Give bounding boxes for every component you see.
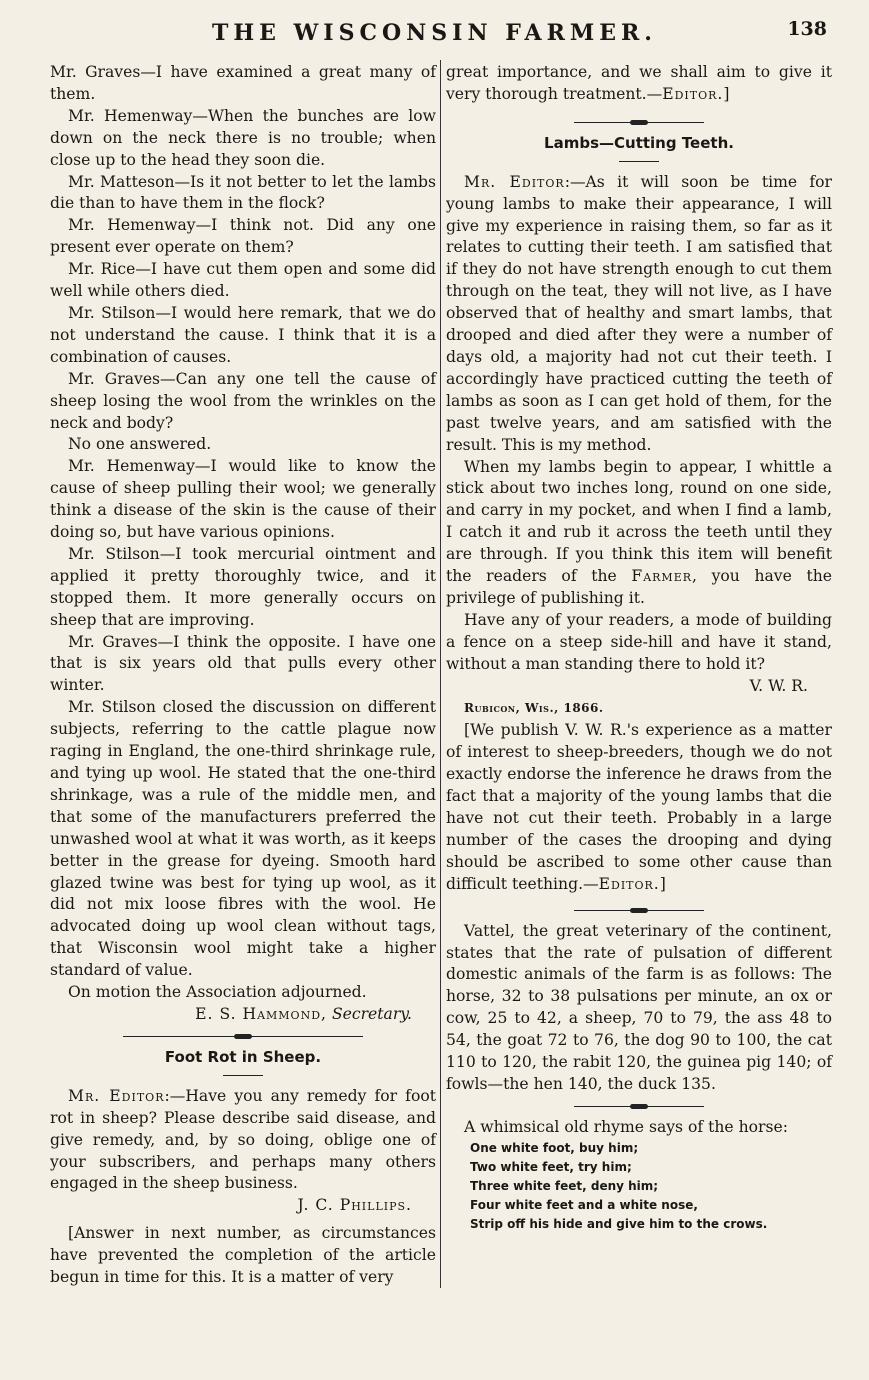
foot-rot-signature bbox=[50, 1195, 436, 1217]
editor-answer: [Answer in next number, as circumstances have prevented the completion of the article begun in time for this. It is a matter of very bbox=[50, 1224, 436, 1287]
section-divider bbox=[574, 1106, 704, 1107]
continuation-paragraph bbox=[446, 62, 832, 106]
rhyme-line: Strip off his hide and give him to the crows. bbox=[470, 1216, 768, 1231]
lambs-signature: V. W. R. bbox=[749, 676, 808, 695]
article-title-lambs: Lambs—Cutting Teeth. bbox=[544, 133, 734, 152]
section-divider bbox=[574, 910, 704, 911]
continuation-text: great importance, and we shall aim to give it very thorough treatment.— bbox=[446, 63, 832, 103]
title-underline bbox=[223, 1075, 263, 1076]
lambs-paragraph bbox=[446, 172, 832, 457]
editor-note bbox=[446, 720, 832, 895]
paragraph: Mr. Matteson—Is it not better to let the lambs die than to have them in the flock? bbox=[50, 172, 436, 213]
section-divider bbox=[574, 122, 704, 123]
editor-credit: Editor.] bbox=[598, 874, 667, 893]
title-underline bbox=[619, 161, 659, 162]
lambs-paragraph: Have any of your readers, a mode of building a fence on a steep side-hill and have it stand, without a man standing there to hold it? bbox=[446, 610, 832, 673]
left-column bbox=[50, 62, 436, 1289]
salutation: Mr. Editor bbox=[68, 1086, 165, 1105]
rhyme-line: One white foot, buy him; bbox=[470, 1140, 639, 1155]
column-divider bbox=[440, 60, 441, 1288]
lambs-text: , you have the privilege of publishing it. bbox=[446, 567, 833, 607]
page-header bbox=[0, 14, 869, 44]
paragraph: Mr. Stilson—I took mercurial ointment and applied it pretty thoroughly twice, and it stopped them. It more generally occurs on sheep that are improving. bbox=[50, 544, 436, 629]
masthead-title: THE WISCONSIN FARMER. bbox=[212, 20, 657, 46]
page-number: 138 bbox=[787, 18, 827, 40]
place-date: Rubicon, Wis., 1866. bbox=[464, 701, 604, 716]
foot-rot-body: :—Have you any remedy for foot rot in sheep? Please describe said disease, and give remedy, and, by so doing, oblige one of your subscribers, and perhaps many others engaged in the sheep business. bbox=[50, 1086, 436, 1193]
rhyme-line: Two white feet, try him; bbox=[470, 1159, 632, 1174]
rhyme-line: Four white feet and a white nose, bbox=[470, 1197, 698, 1212]
signature-name: E. S. Hammond, bbox=[195, 1004, 327, 1023]
foot-rot-letter bbox=[50, 1086, 436, 1196]
paragraph: Mr. Stilson closed the discussion on different subjects, referring to the cattle plague now raging in England, the one-third shrinkage rule, and tying up wool. He stated that the one-third shrinkage, was a rule of the middle men, and that some of the manufacturers preferred the unwashed wool at what it was worth, as it keeps better in the grease for dyeing. Smooth hard glazed twine was best for tying up wool, as it did not mix loose fibres with the wool. He advocated doing up wool clean without tags, that Wisconsin wool might take a higher standard of value. bbox=[50, 698, 436, 980]
dateline bbox=[446, 697, 832, 720]
paragraph: Mr. Hemenway—I would like to know the cause of sheep pulling their wool; we generally think a disease of the skin is the cause of their doing so, but have various opinions. bbox=[50, 457, 436, 542]
lambs-text: When my lambs begin to appear, I whittle a stick about two inches long, round on one side, and carry in my pocket, and when I find a lamb, I catch it and rub it across the teeth until they are through. If you think this item will benefit the readers of the bbox=[446, 457, 832, 586]
paragraph: Mr. Hemenway—I think not. Did any one present ever operate on them? bbox=[50, 216, 436, 257]
note-text: [We publish V. W. R.'s experience as a matter of interest to sheep-breeders, though we do not exactly endorse the inference he draws from the fact that a majority of the young lambs that die have not cut their teeth. Probably in a large number of the cases the drooping and dying should be ascribed to some other cause than difficult teething.— bbox=[446, 721, 832, 893]
salutation: Mr. Editor bbox=[464, 172, 565, 191]
paragraph: Mr. Stilson—I would here remark, that we do not understand the cause. I think that it is a combination of causes. bbox=[50, 303, 436, 366]
paragraph: Mr. Graves—I have examined a great many of them. bbox=[50, 63, 436, 103]
vattel-paragraph: Vattel, the great veterinary of the continent, states that the rate of pulsation of different domestic animals of the farm is as follows: The horse, 32 to 38 pulsations per minute, an ox or cow, 25 to 42, a sheep, 70 to 79, the ass 48 to 54, the goat 72 to 76, the dog 90 to 100, the cat 110 to 120, the rabit 120, the guinea pig 140; of fowls—the hen 140, the duck 135. bbox=[446, 921, 832, 1093]
lambs-body: :—As it will soon be time for young lambs to make their appearance, I will give my experience in raising them, so far as it relates to cutting their teeth. I am satisfied that if they do not have strength enough to cut them through on the teat, they will not live, as I have observed that of healthy and smart lambs, that drooped and died after they were a number of days old, a majority had not cut their teeth. I accordingly have practiced cutting the teeth of lambs as soon as I can get hold of them, for the past twelve years, and am satisfied with the result. This is my method. bbox=[446, 172, 832, 454]
secretary-signature bbox=[50, 1004, 436, 1026]
paragraph: On motion the Association adjourned. bbox=[68, 983, 367, 1002]
editor-credit: Editor.] bbox=[662, 84, 731, 103]
rhyme-line: Three white feet, deny him; bbox=[470, 1178, 659, 1193]
lambs-paragraph bbox=[446, 457, 832, 610]
right-column bbox=[446, 62, 832, 1234]
signature-name: J. C. Phillips. bbox=[297, 1196, 412, 1215]
paragraph: Mr. Rice—I have cut them open and some did well while others died. bbox=[50, 260, 436, 301]
article-title-foot-rot: Foot Rot in Sheep. bbox=[164, 1047, 322, 1066]
rhyme bbox=[446, 1139, 832, 1234]
section-divider bbox=[123, 1036, 363, 1037]
paragraph: No one answered. bbox=[68, 435, 212, 454]
rhyme-intro: A whimsical old rhyme says of the horse: bbox=[464, 1117, 788, 1136]
paragraph: Mr. Graves—I think the opposite. I have one that is six years old that pulls every other winter. bbox=[50, 632, 436, 695]
signature-role: Secretary. bbox=[331, 1004, 412, 1023]
paragraph: Mr. Hemenway—When the bunches are low down on the neck there is no trouble; when close up to the head they soon die. bbox=[50, 106, 436, 169]
paragraph: Mr. Graves—Can any one tell the cause of sheep losing the wool from the wrinkles on the neck and body? bbox=[50, 369, 436, 432]
farmer-name: Farmer bbox=[631, 567, 693, 586]
